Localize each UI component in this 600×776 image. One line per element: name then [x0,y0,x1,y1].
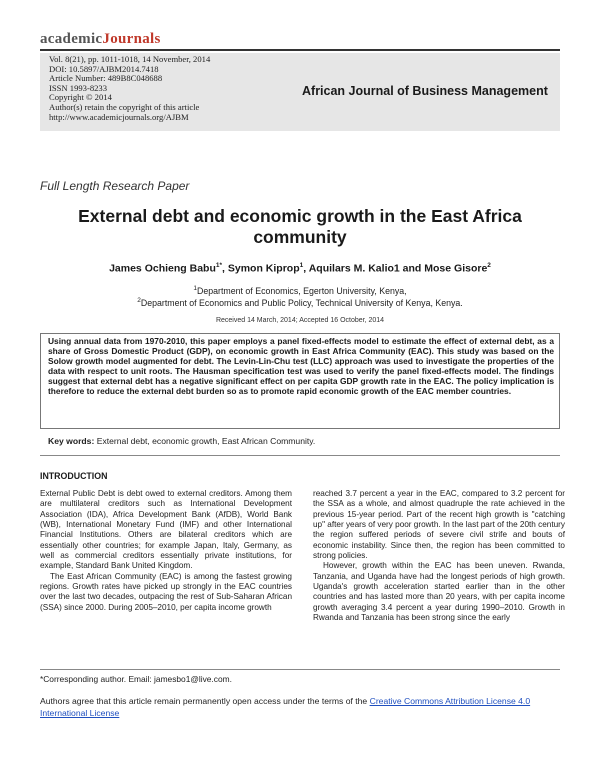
body-paragraph: However, growth within the EAC has been uneven. Rwanda, Tanzania, and Uganda have had the longest periods of high growth. Uganda's growth acceleration started earlier than in the other countries and has lasted more than 20 years, with per capita income growth averaging 3.4 percent a year during 1990–2010. Growth in Rwanda and Tanzania has been strong since the early [313,561,565,623]
left-column [40,489,292,613]
affiliation-sup: 1 [193,285,198,292]
author-sup: 1* [215,262,223,269]
abstract-text: Using annual data from 1970-2010, this paper employs a panel fixed-effects model to estimate the effect of external debt, as a share of Gross Domestic Product (GDP), on economic growth in East Africa Community (EAC). This study was based on the Solow growth model augmented for debt. The Levin-Lin-Chu test (LLC) approach was used to investigate the properties of the data with respect to unit roots. The Hausman specification test was used to verify the panel fixed-effects model. The findings suggest that external debt has a negative significant effect on per capita GDP growth rate in the EAC. The policy implication is therefore to reduce the external debt burden so as to promote rapid economic growth of the EAC member countries. [48,336,554,397]
author-sup: 2 [487,262,491,269]
received-dates: Received 14 March, 2014; Accepted 16 October, 2014 [215,317,385,324]
meta-doi: DOI: 10.5897/AJBM2014.7418 [49,63,159,74]
affiliation-text: Department of Economics and Public Policy, Technical University of Kenya, Kenya. [140,297,463,308]
affiliation-2 [40,297,560,308]
intro-heading: INTRODUCTION [40,471,108,481]
journal-name: African Journal of Business Management [302,84,548,98]
body-paragraph: External Public Debt is debt owed to external creditors. Among them are multilateral creditors such as International Development Association (IDA), Africa Development Bank (AfDB), World Bank (WB), International Monetary Fund (IMF) and other International Financial Institutions. Others are bilateral creditors which are essentially other countries; for example Japan, Italy, Germany, as well as commercial creditors essentially private institutions, for example, Standard Bank United Kingdom. [40,489,292,571]
footnote-rule [40,669,560,670]
right-column [313,489,565,623]
paper-type: Full Length Research Paper [40,179,190,193]
keywords [48,436,315,446]
brand-left: academic [40,31,103,47]
body-paragraph: reached 3.7 percent a year in the EAC, compared to 3.2 percent for the SSA as a whole, and almost quadruple the rate achieved in the previous 15-year period. Part of the recent high growth is "catching up" after years of very poor growth. In the last part of the 20th century the region suffered periods of severe civil strife and bouts of economic instability. Since then, the region has been committed to strong policies. [313,489,565,561]
article-meta [49,55,210,122]
affiliation-1 [40,285,560,296]
meta-article-number: Article Number: 489B8C048688 [49,73,163,84]
body-paragraph: The East African Community (EAC) is among the fastest growing regions. Growth rates have picked up strongly in the EAC countries over the last two decades, outpacing the rest of Sub-Saharan African (SSA) since 2000. During 2005–2010, per capita income growth [40,571,292,612]
license-link[interactable]: Creative Commons Attribution License 4.0 International License [40,696,531,718]
author-name: Symon Kiprop [227,262,300,275]
author-separator: , [222,262,228,275]
keywords-label: Key words: [48,436,95,446]
meta-issn: ISSN 1993-8233 [49,82,108,93]
meta-copyright: Copyright © 2014 [49,92,112,103]
meta-url[interactable]: http://www.academicjournals.org/AJBM [49,111,189,122]
author-name: Mose Gisore [424,262,488,275]
affiliation-sup: 2 [137,297,141,304]
section-divider [40,455,560,456]
author-name: Aquilars M. Kalio1 [308,262,400,275]
corresponding-author: *Corresponding author. Email: jamesbo1@live.com. [40,674,232,684]
brand-right: Journals [102,31,161,47]
header-rule [40,49,560,51]
author-separator: , [303,262,309,275]
license-note [40,696,562,719]
meta-volume: Vol. 8(21), pp. 1011-1018, 14 November, 2014 [49,54,211,64]
paper-title: External debt and economic growth in the East Africa community [78,206,522,247]
author-sup: 1 [299,262,304,269]
affiliation-text: Department of Economics, Egerton University, Kenya, [197,285,407,296]
author-and: and [399,262,425,275]
author-name: James Ochieng Babu [109,262,216,275]
license-text: Authors agree that this article remain permanently open access under the terms of the [40,696,370,706]
meta-rights: Author(s) retain the copyright of this article [49,101,200,112]
journal-brand-logo [40,31,161,48]
author-list [40,262,560,275]
keywords-text: External debt, economic growth, East African Community. [96,436,316,446]
